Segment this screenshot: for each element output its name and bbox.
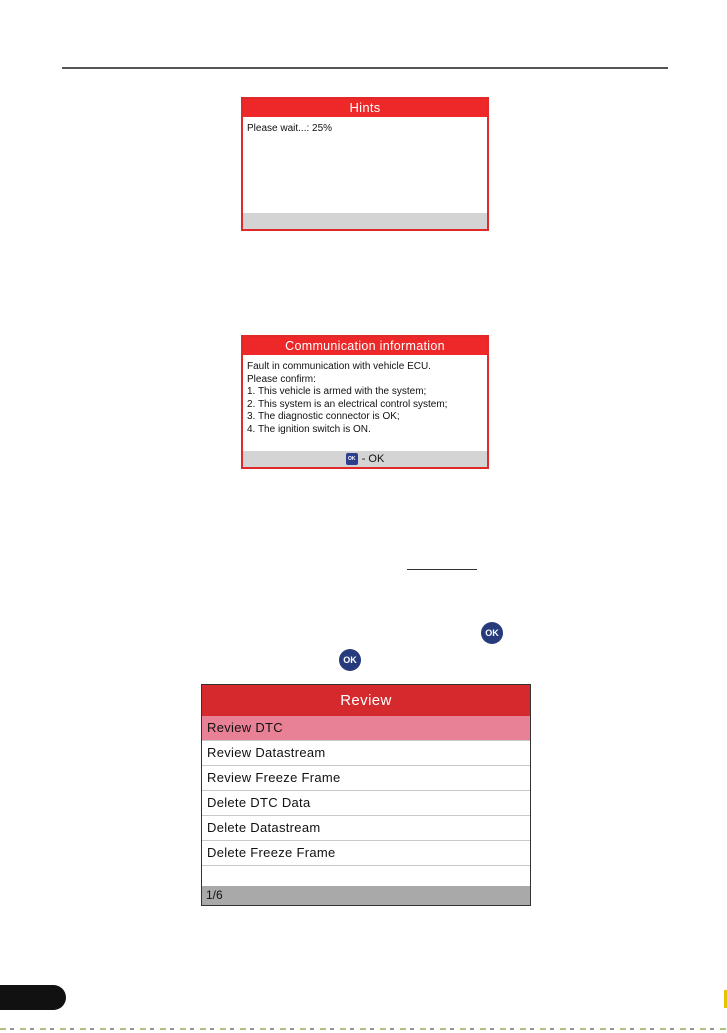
text-underline — [407, 569, 477, 570]
ok-button-icon: OK — [481, 622, 503, 644]
menu-item-review-dtc[interactable]: Review DTC — [202, 716, 530, 741]
hints-dialog-footer — [243, 213, 487, 229]
comm-line: 4. The ignition switch is ON. — [247, 423, 371, 435]
review-menu — [201, 684, 531, 906]
menu-item-delete-datastream[interactable]: Delete Datastream — [202, 816, 530, 841]
print-crop-marks — [0, 1028, 727, 1030]
header-rule — [62, 67, 668, 69]
comm-line: 3. The diagnostic connector is OK; — [247, 411, 400, 422]
communication-dialog — [241, 335, 489, 469]
comm-line: 1. This vehicle is armed with the system; — [247, 386, 427, 397]
hints-dialog-message: Please wait...: 25% — [247, 123, 333, 134]
page-indicator: 1/6 — [202, 886, 530, 905]
hints-dialog-title: Hints — [243, 99, 487, 117]
hints-dialog — [241, 97, 489, 231]
menu-item-delete-dtc-data[interactable]: Delete DTC Data — [202, 791, 530, 816]
ok-button-icon: OK — [339, 649, 361, 671]
comm-line: 2. This system is an electrical control system; — [247, 398, 448, 410]
page-number-tab — [0, 985, 66, 1010]
comm-line: Please confirm: — [247, 373, 316, 385]
communication-dialog-body — [243, 355, 487, 442]
communication-dialog-footer — [243, 451, 487, 467]
comm-line: Fault in communication with vehicle ECU. — [247, 361, 431, 372]
menu-item-review-freeze-frame[interactable]: Review Freeze Frame — [202, 766, 530, 791]
communication-dialog-title: Communication information — [243, 337, 487, 355]
ok-key-icon[interactable]: OK — [346, 453, 358, 465]
ok-label: - OK — [361, 453, 385, 465]
review-menu-title: Review — [202, 685, 530, 716]
menu-item-review-datastream[interactable]: Review Datastream — [202, 741, 530, 766]
menu-item-delete-freeze-frame[interactable]: Delete Freeze Frame — [202, 841, 530, 866]
